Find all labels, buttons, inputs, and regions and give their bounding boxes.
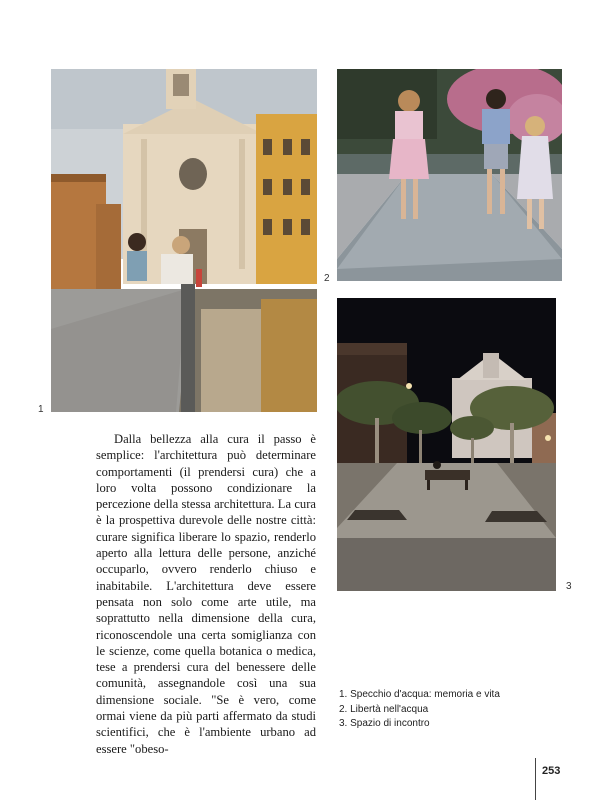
page-number: 253 [542,765,561,777]
caption-2: 2. Libertà nell'acqua [339,703,429,715]
body-paragraph: Dalla bellezza alla cura il passo è semplice: l'architettura può determinare comportamenti (il prendersi cura) che a loro volta possono condizionare la percezione della stessa architettura. La cura è la prospettiva durevole delle nostre città: curare significa liberare lo spazio, renderlo aperto alla lettura delle persone, anziché occuparlo, ovvero renderlo chiuso e inabitabile. L'architettura deve essere pensata non solo come arte utile, ma soprattutto nella dimensione della cura, riconoscendole una certa somiglianza con le scienze, come quella botanica o medica, tese a prendersi cura del benessere delle comunità, assegnandole così una sua dimensione sociale. "Se è vero, come ormai viene da più parti affermato da studi scientifici, che è l'ambiente urbano ad essere "obeso- [96,432,316,756]
figure-number-1: 1 [38,404,44,415]
caption-3: 3. Spazio di incontro [339,718,430,729]
figure-number-2: 2 [324,273,330,284]
figure-number-3: 3 [566,581,572,592]
photo-church-reflection [51,69,317,412]
photo-night-piazza [337,298,556,591]
caption-list [339,688,500,732]
caption-1: 1. Specchio d'acqua: memoria e vita [339,689,500,700]
photo-children-in-water [337,69,562,281]
page-number-rule [535,758,536,800]
